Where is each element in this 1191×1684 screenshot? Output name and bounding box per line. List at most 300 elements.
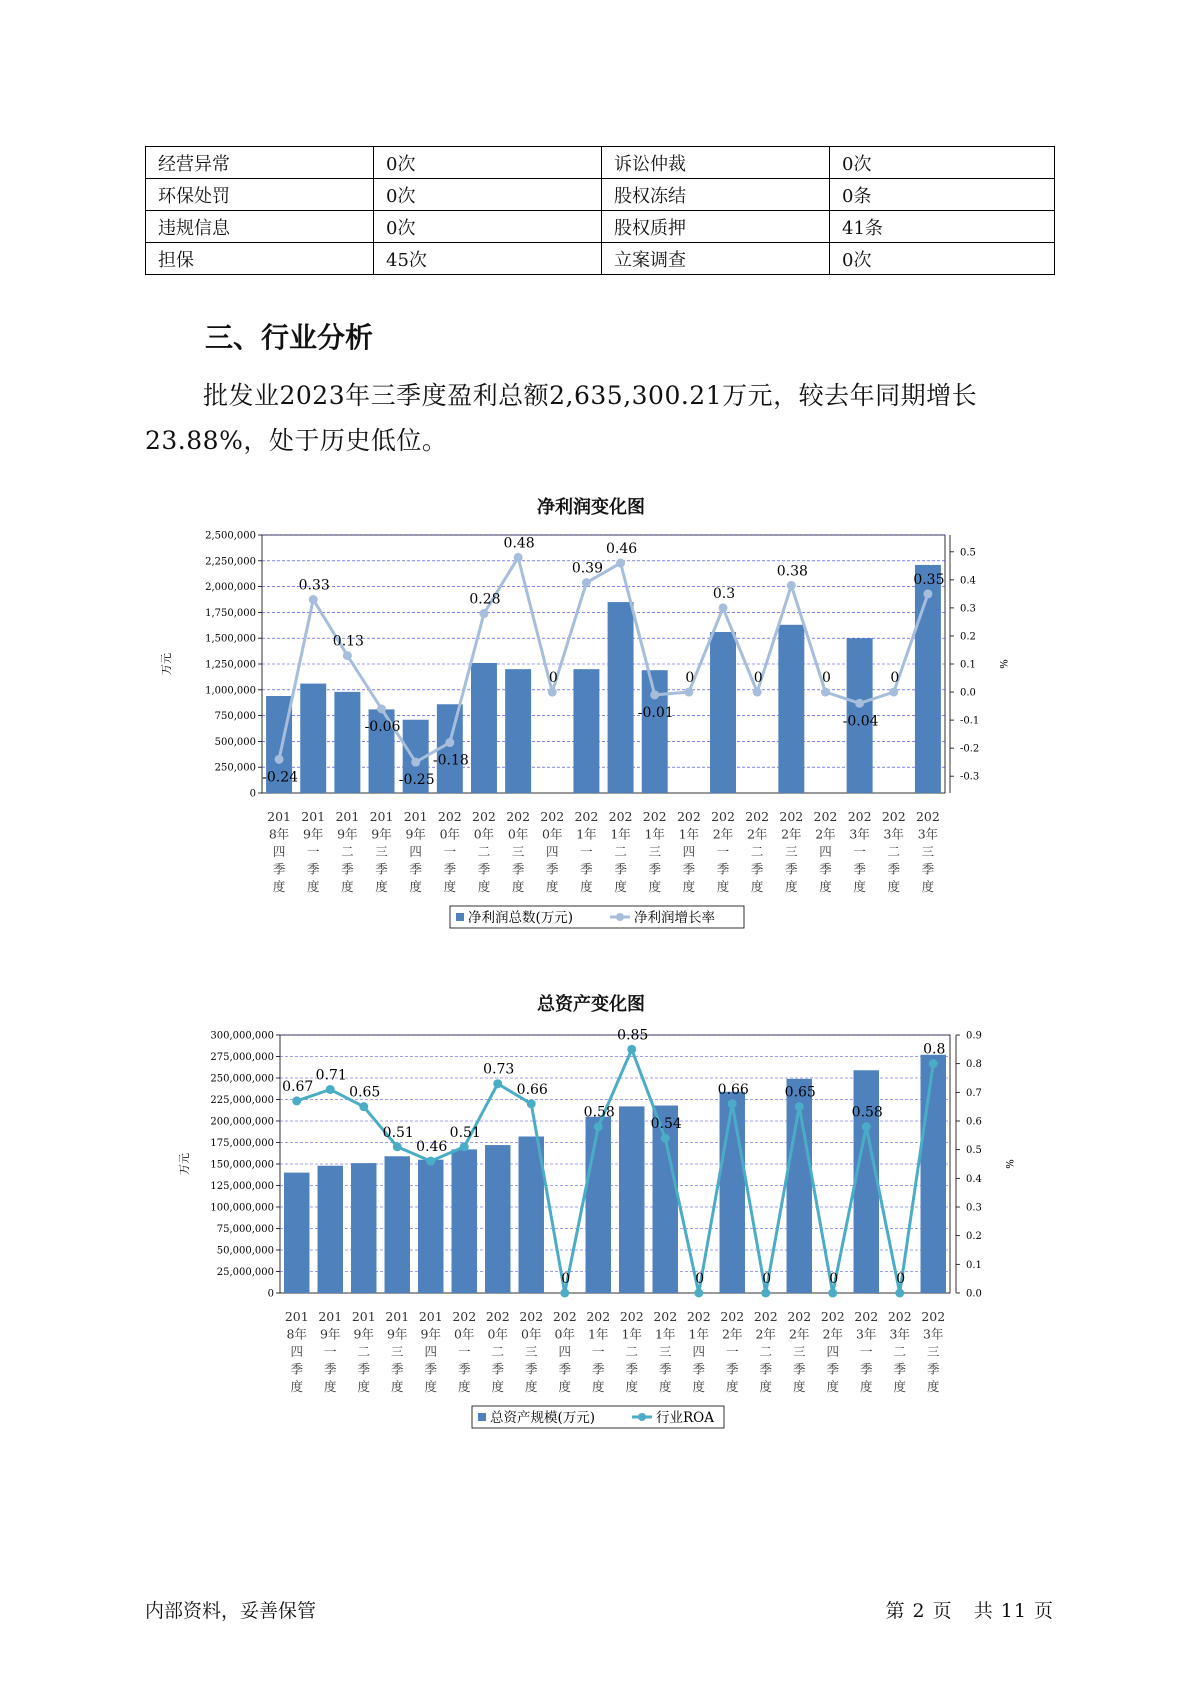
x-tick-label: 9年	[371, 826, 392, 842]
x-tick-label: 度	[443, 879, 457, 894]
x-tick-label: 二	[887, 844, 901, 859]
x-tick-label: 季	[524, 1361, 538, 1377]
y2-tick-label: 0.7	[966, 1087, 982, 1099]
x-tick-label: 度	[341, 879, 354, 894]
line-point	[359, 1102, 368, 1111]
bar	[284, 1173, 309, 1293]
x-tick-label: 一	[853, 844, 866, 859]
x-tick-label: 0年	[521, 1326, 542, 1342]
x-tick-label: 1年	[576, 826, 597, 842]
x-tick-label: 202	[472, 809, 496, 824]
x-tick-label: 3年	[917, 826, 939, 842]
line-point	[923, 589, 932, 598]
x-tick-label: 度	[546, 879, 559, 894]
x-tick-label: 202	[820, 1309, 845, 1324]
x-tick-label: 季	[511, 861, 525, 877]
x-tick-label: 度	[759, 1379, 773, 1394]
bar	[921, 1055, 946, 1293]
x-tick-label: 季	[859, 1361, 873, 1377]
analysis-paragraph: 批发业2023年三季度盈利总额2,635,300.21万元，较去年同期增长23.88%，处于历史低位。	[145, 381, 978, 455]
x-tick-label: 季	[477, 861, 491, 877]
x-tick-label: 度	[625, 1379, 639, 1394]
y-tick-label: 1,500,000	[205, 633, 256, 645]
legend-bar-swatch	[456, 913, 464, 921]
x-tick-label: 202	[437, 809, 462, 824]
line-point	[787, 581, 796, 590]
data-label: 0	[753, 670, 763, 687]
bar	[854, 1070, 879, 1293]
line-point	[309, 595, 318, 604]
x-tick-label: 0年	[507, 826, 529, 842]
table-cell: 经营异常	[146, 147, 374, 179]
y2-tick-label: 0.1	[960, 659, 976, 671]
x-tick-label: 季	[306, 861, 320, 877]
x-tick-label: 202	[485, 1309, 510, 1324]
y2-tick-label: 0.3	[966, 1202, 982, 1214]
x-tick-label: 三	[921, 844, 935, 859]
y2-tick-label: -0.3	[960, 771, 980, 783]
y-tick-label: 2,250,000	[205, 556, 256, 568]
x-tick-label: 3年	[856, 1326, 877, 1342]
x-tick-label: 201	[318, 1309, 343, 1324]
bar	[586, 1117, 611, 1293]
x-tick-label: 202	[779, 809, 804, 824]
x-tick-label: 季	[375, 861, 388, 877]
y2-tick-label: 0.3	[960, 603, 976, 615]
x-tick-label: 度	[558, 1379, 572, 1394]
x-tick-label: 202	[921, 1309, 946, 1324]
x-tick-label: 季	[546, 861, 559, 877]
x-tick-label: 二	[625, 1344, 639, 1359]
data-label: 0.3	[712, 585, 736, 602]
x-tick-label: 度	[272, 879, 286, 894]
x-tick-label: 9年	[337, 826, 358, 842]
x-tick-label: 度	[853, 879, 866, 894]
x-tick-label: 季	[887, 861, 901, 877]
bar	[778, 625, 804, 793]
x-tick-label: 2年	[815, 826, 836, 842]
x-tick-label: 季	[926, 1361, 940, 1377]
table-cell: 立案调查	[602, 243, 830, 275]
x-tick-label: 四	[290, 1344, 304, 1359]
line-point	[929, 1059, 938, 1068]
y2-tick-label: 0.9	[966, 1030, 982, 1042]
bar	[573, 669, 599, 793]
x-tick-label: 度	[409, 879, 422, 894]
x-tick-label: 三	[658, 1344, 672, 1359]
x-tick-label: 202	[586, 1309, 611, 1324]
data-label: 0	[822, 670, 831, 687]
x-tick-label: 季	[750, 861, 764, 877]
line-point	[895, 1289, 904, 1298]
x-tick-label: 度	[511, 879, 525, 894]
x-tick-label: 一	[323, 1344, 337, 1359]
x-tick-label: 度	[524, 1379, 538, 1394]
x-tick-label: 202	[642, 809, 667, 824]
total-assets-chart	[0, 1025, 1191, 1445]
line-point	[855, 699, 864, 708]
x-tick-label: 202	[519, 1309, 544, 1324]
x-tick-label: 季	[853, 861, 866, 877]
y-tick-label: 500,000	[214, 736, 256, 748]
y-tick-label: 0	[267, 1288, 274, 1300]
x-tick-label: 二	[893, 1344, 907, 1359]
y-tick-label: 750,000	[214, 711, 256, 723]
x-tick-label: 202	[720, 1309, 745, 1324]
x-tick-label: 季	[357, 1361, 371, 1377]
line-point	[650, 690, 659, 699]
x-tick-label: 2年	[712, 826, 734, 842]
data-label: -0.01	[637, 704, 674, 721]
x-tick-label: 季	[716, 861, 730, 877]
y-tick-label: 125,000,000	[210, 1181, 274, 1192]
x-tick-label: 202	[787, 1309, 812, 1324]
legend-label: 净利润增长率	[634, 910, 715, 926]
line-point	[719, 603, 728, 612]
y2-tick-label: 0.4	[960, 575, 976, 587]
x-tick-label: 2年	[746, 826, 768, 842]
line-point	[627, 1045, 636, 1054]
x-tick-label: 季	[785, 861, 798, 877]
table-cell: 违规信息	[146, 211, 374, 243]
table-cell: 股权冻结	[602, 179, 830, 211]
x-tick-label: 季	[725, 1361, 739, 1377]
x-tick-label: 度	[390, 1379, 404, 1394]
data-label: 0.71	[315, 1067, 347, 1084]
x-tick-label: 度	[819, 879, 832, 894]
x-tick-label: 202	[552, 1309, 577, 1324]
x-tick-label: 度	[785, 879, 798, 894]
footer-page-number: 第 2 页 共 11 页	[885, 1600, 1054, 1622]
data-label: 0	[685, 670, 695, 687]
table-cell: 环保处罚	[146, 179, 374, 211]
total-assets-chart-title: 总资产变化图	[537, 994, 645, 1015]
y-tick-label: 50,000,000	[216, 1245, 274, 1257]
line-point	[527, 1099, 536, 1108]
x-tick-label: 202	[506, 809, 531, 824]
data-label: 0	[561, 1271, 571, 1287]
data-label: 0.46	[605, 541, 638, 558]
x-tick-label: 度	[614, 879, 627, 894]
x-tick-label: 3年	[923, 1326, 944, 1342]
x-tick-label: 1年	[621, 1326, 642, 1342]
x-tick-label: 季	[591, 1361, 605, 1377]
bar	[642, 670, 668, 793]
bar	[485, 1145, 510, 1293]
x-tick-label: 202	[854, 1309, 879, 1324]
x-tick-label: 季	[658, 1361, 672, 1377]
x-tick-label: 202	[686, 1309, 711, 1324]
y2-tick-label: 0.5	[966, 1145, 982, 1157]
x-tick-label: 202	[653, 1309, 678, 1324]
x-tick-label: 度	[491, 1379, 505, 1394]
x-tick-label: 度	[921, 879, 935, 894]
x-tick-label: 202	[753, 1309, 778, 1324]
x-tick-label: 季	[792, 1361, 806, 1377]
x-tick-label: 四	[546, 844, 559, 859]
x-tick-label: 一	[716, 844, 730, 859]
x-tick-label: 2年	[822, 1326, 843, 1342]
y2-tick-label: -0.1	[960, 715, 980, 727]
y2-tick-label: -0.2	[960, 743, 980, 755]
x-tick-label: 四	[558, 1344, 572, 1359]
data-label: 0	[762, 1271, 772, 1287]
x-tick-label: 季	[424, 1361, 438, 1377]
y-tick-label: 200,000,000	[210, 1116, 274, 1128]
bar	[720, 1092, 745, 1293]
x-tick-label: 二	[477, 844, 491, 859]
y2-tick-label: 0.2	[966, 1231, 982, 1243]
table-row	[146, 243, 1055, 275]
table-cell: 0次	[374, 179, 602, 211]
x-tick-label: 四	[682, 844, 696, 859]
x-tick-label: 0年	[439, 826, 461, 842]
bar	[334, 692, 360, 793]
data-label: 0.33	[298, 577, 330, 594]
bar	[653, 1106, 678, 1293]
x-tick-label: 2年	[781, 826, 802, 842]
x-tick-label: 季	[272, 861, 286, 877]
x-tick-label: 季	[443, 861, 457, 877]
y2-axis-label: %	[997, 659, 1008, 669]
data-label: 0	[896, 1271, 906, 1287]
data-label: 0.51	[382, 1124, 414, 1141]
x-tick-label: 2年	[789, 1326, 810, 1342]
net-profit-chart-title: 净利润变化图	[537, 497, 645, 518]
x-tick-label: 201	[369, 809, 394, 824]
x-tick-label: 三	[375, 844, 388, 859]
x-tick-label: 3年	[889, 1326, 910, 1342]
x-tick-label: 二	[759, 1344, 773, 1359]
x-tick-label: 201	[351, 1309, 376, 1324]
table-cell: 0条	[830, 179, 1055, 211]
data-label: 0.85	[617, 1027, 649, 1044]
x-tick-label: 季	[648, 861, 661, 877]
data-label: -0.04	[842, 713, 879, 730]
data-label: -0.18	[432, 752, 469, 769]
x-tick-label: 2年	[755, 1326, 776, 1342]
x-tick-label: 201	[418, 1309, 443, 1324]
y-tick-label: 275,000,000	[210, 1052, 274, 1063]
line-point	[493, 1079, 502, 1088]
data-label: 0.46	[416, 1139, 448, 1156]
x-tick-label: 三	[648, 844, 661, 859]
y-axis-label: 万元	[160, 653, 173, 675]
x-tick-label: 度	[682, 879, 696, 894]
x-tick-label: 1年	[688, 1326, 709, 1342]
table-cell: 0次	[830, 147, 1055, 179]
table-cell: 41条	[830, 211, 1055, 243]
data-label: 0.48	[503, 535, 535, 552]
data-label: 0.65	[784, 1084, 816, 1101]
data-label: 0.66	[717, 1081, 749, 1098]
x-tick-label: 9年	[302, 826, 324, 842]
x-tick-label: 季	[323, 1361, 337, 1377]
x-tick-label: 四	[819, 844, 832, 859]
x-tick-label: 202	[915, 809, 940, 824]
x-tick-label: 三	[511, 844, 525, 859]
y-tick-label: 1,750,000	[205, 607, 256, 619]
x-tick-label: 季	[290, 1361, 304, 1377]
x-tick-label: 季	[614, 861, 627, 877]
line-point	[889, 688, 898, 697]
risk-summary-table	[145, 146, 1055, 275]
line-point	[560, 1289, 569, 1298]
x-tick-label: 202	[452, 1309, 477, 1324]
x-tick-label: 一	[725, 1344, 739, 1359]
data-label: 0.66	[516, 1081, 548, 1098]
data-label: -0.24	[262, 769, 299, 786]
x-tick-label: 一	[859, 1344, 873, 1359]
y2-tick-label: 0.5	[960, 547, 976, 559]
x-tick-label: 二	[341, 844, 354, 859]
x-tick-label: 3年	[849, 826, 870, 842]
line-point	[326, 1085, 335, 1094]
table-cell: 担保	[146, 243, 374, 275]
x-tick-label: 一	[306, 844, 320, 859]
y-tick-label: 25,000,000	[216, 1267, 274, 1278]
x-tick-label: 度	[580, 879, 593, 894]
x-tick-label: 度	[290, 1379, 304, 1394]
x-tick-label: 202	[676, 809, 701, 824]
x-tick-label: 一	[457, 1344, 471, 1359]
x-tick-label: 三	[390, 1344, 404, 1359]
data-label: 0.58	[851, 1104, 883, 1121]
x-tick-label: 度	[750, 879, 764, 894]
data-label: 0.54	[650, 1116, 682, 1133]
x-tick-label: 202	[881, 809, 906, 824]
x-tick-label: 0年	[473, 826, 495, 842]
x-tick-label: 度	[893, 1379, 907, 1394]
bar	[318, 1166, 343, 1293]
line-point	[694, 1289, 703, 1298]
legend-bar-swatch	[478, 1413, 486, 1421]
bar	[385, 1156, 410, 1293]
line-point	[582, 578, 591, 587]
data-label: -0.25	[398, 772, 435, 789]
data-label: 0	[695, 1271, 705, 1287]
x-tick-label: 202	[608, 809, 633, 824]
data-label: -0.06	[364, 718, 401, 735]
line-point	[479, 609, 488, 618]
line-point	[616, 559, 625, 568]
data-label: 0	[829, 1271, 839, 1287]
line-point	[460, 1142, 469, 1151]
y2-tick-label: 0.1	[966, 1259, 982, 1271]
x-tick-label: 0年	[454, 1326, 475, 1342]
x-tick-label: 0年	[542, 826, 563, 842]
line-point	[594, 1122, 603, 1131]
line-point	[426, 1157, 435, 1166]
y-tick-label: 1,000,000	[205, 685, 256, 697]
x-tick-label: 季	[826, 1361, 840, 1377]
data-label: 0.67	[282, 1078, 314, 1095]
x-tick-label: 8年	[268, 826, 290, 842]
table-row	[146, 211, 1055, 243]
x-tick-label: 季	[682, 861, 696, 877]
x-tick-label: 9年	[405, 826, 426, 842]
x-tick-label: 三	[926, 1344, 940, 1359]
x-tick-label: 201	[284, 1309, 309, 1324]
table-cell: 0次	[374, 147, 602, 179]
y2-tick-label: 0.6	[966, 1116, 982, 1128]
data-label: 0.51	[449, 1124, 481, 1141]
legend-label: 行业ROA	[656, 1410, 714, 1426]
x-tick-label: 度	[477, 879, 491, 894]
x-tick-label: 201	[301, 809, 326, 824]
legend-point-swatch	[616, 913, 624, 921]
net-profit-chart	[0, 525, 1191, 945]
x-tick-label: 202	[887, 1309, 912, 1324]
x-tick-label: 一	[591, 1344, 605, 1359]
line-point	[514, 553, 523, 562]
x-tick-label: 202	[813, 809, 838, 824]
x-tick-label: 0年	[554, 1326, 575, 1342]
x-tick-label: 一	[580, 844, 593, 859]
footer-confidential-note: 内部资料，妥善保管	[145, 1600, 317, 1622]
x-tick-label: 三	[524, 1344, 538, 1359]
x-tick-label: 202	[711, 809, 735, 824]
line-point	[411, 758, 420, 767]
x-tick-label: 202	[540, 809, 565, 824]
x-tick-label: 四	[272, 844, 286, 859]
x-tick-label: 度	[887, 879, 901, 894]
x-tick-label: 季	[759, 1361, 773, 1377]
x-tick-label: 季	[491, 1361, 505, 1377]
x-tick-label: 四	[826, 1344, 840, 1359]
line-point	[684, 688, 693, 697]
x-tick-label: 度	[457, 1379, 471, 1394]
y-tick-label: 175,000,000	[210, 1138, 274, 1149]
table-cell: 45次	[374, 243, 602, 275]
line-point	[275, 755, 284, 764]
x-tick-label: 季	[558, 1361, 572, 1377]
x-tick-label: 度	[375, 879, 388, 894]
line-point	[753, 688, 762, 697]
x-tick-label: 季	[893, 1361, 907, 1377]
y2-tick-label: 0.4	[966, 1173, 982, 1185]
x-tick-label: 201	[335, 809, 360, 824]
x-tick-label: 202	[745, 809, 770, 824]
y2-tick-label: 0.0	[960, 687, 976, 699]
x-tick-label: 202	[847, 809, 872, 824]
x-tick-label: 1年	[610, 826, 631, 842]
y2-tick-label: 0.8	[966, 1059, 982, 1071]
line-point	[828, 1289, 837, 1298]
line-point	[548, 688, 557, 697]
x-tick-label: 201	[403, 809, 428, 824]
x-tick-label: 9年	[320, 1326, 341, 1342]
data-label: 0.13	[332, 633, 364, 650]
x-tick-label: 季	[921, 861, 935, 877]
x-tick-label: 度	[826, 1379, 840, 1394]
bar	[300, 684, 326, 793]
x-tick-label: 季	[390, 1361, 404, 1377]
line-point	[377, 704, 386, 713]
x-tick-label: 三	[792, 1344, 806, 1359]
x-tick-label: 9年	[420, 1326, 441, 1342]
y2-axis-label: %	[1003, 1159, 1014, 1169]
y-tick-label: 2,500,000	[205, 530, 256, 542]
x-tick-label: 1年	[655, 1326, 676, 1342]
section-title: 三、行业分析	[205, 321, 374, 354]
bar	[915, 565, 941, 793]
legend-label: 总资产规模(万元)	[490, 1410, 596, 1426]
line-point	[292, 1096, 301, 1105]
legend-point-swatch	[638, 1413, 646, 1421]
line-point	[862, 1122, 871, 1131]
x-tick-label: 度	[658, 1379, 672, 1394]
